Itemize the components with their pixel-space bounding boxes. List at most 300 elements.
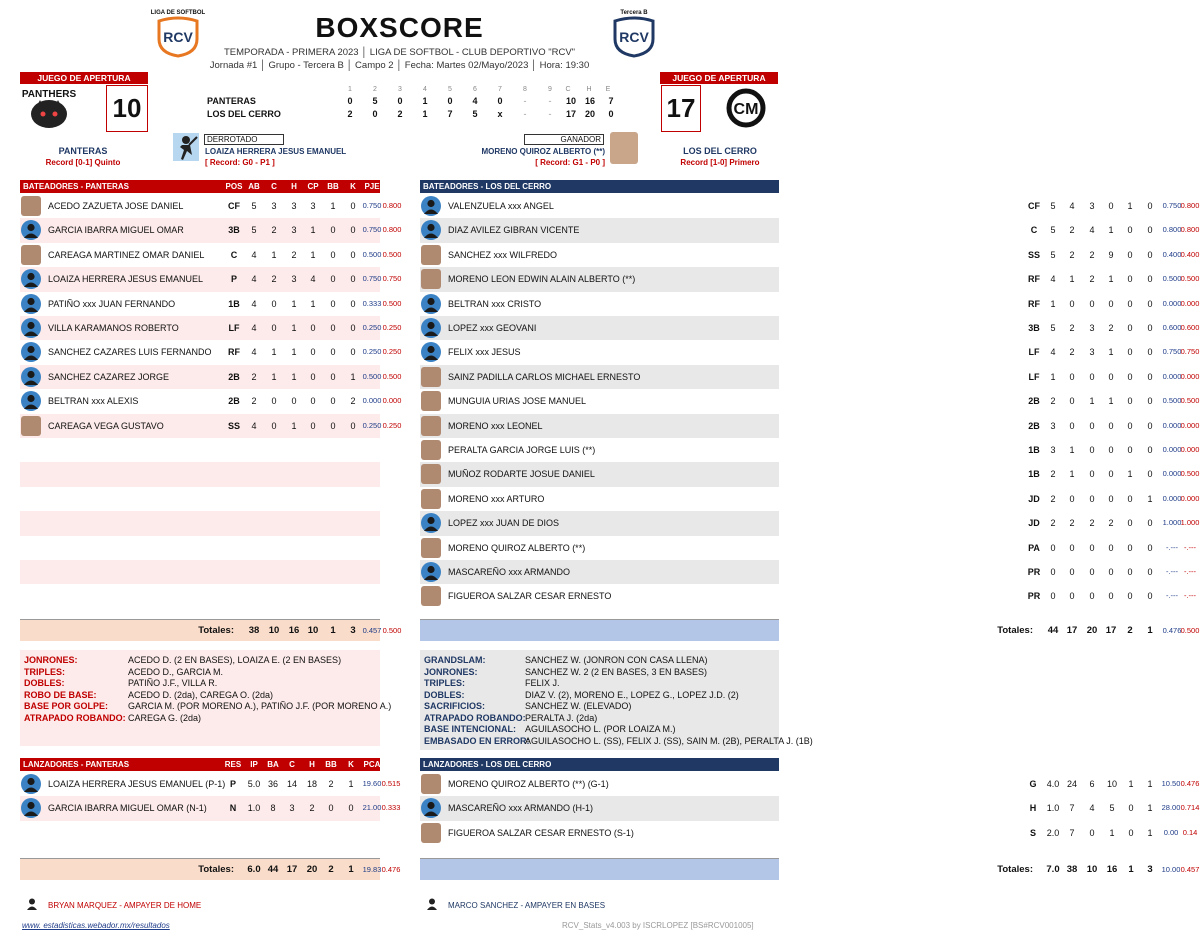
totals-cell: 38 (248, 625, 260, 636)
table-row (20, 365, 402, 389)
stat-cell: 1B (228, 298, 240, 309)
results-link[interactable]: www. estadisticas.webador.mx/resultados (22, 921, 170, 930)
linescore-row (200, 96, 614, 108)
player-photo (421, 464, 441, 484)
table-row (420, 796, 1200, 820)
player-name: LOAIZA HERRERA JESUS EMANUEL (48, 274, 204, 285)
stat-cell: 3 (291, 225, 297, 236)
stat-cell: 1 (291, 420, 297, 431)
table-row (420, 267, 1200, 291)
table-row (420, 536, 1197, 560)
home-logo-text: CM (733, 101, 759, 118)
table-row (420, 218, 1200, 242)
table-row (20, 340, 402, 364)
pit_away-col-header: PCA (363, 760, 381, 769)
player-name: LOAIZA HERRERA JESUS EMANUEL (P-1) (48, 779, 226, 789)
season-line: TEMPORADA - PRIMERA 2023 │ LIGA DE SOFTBOL - CLUB DEPORTIVO "RCV" (223, 47, 576, 58)
player-avatar-icon (21, 391, 41, 411)
stat-cell: 4 (1050, 274, 1056, 285)
table-row (20, 218, 402, 242)
rcv-logo-text: RCV (163, 29, 193, 45)
stat-cell: 2 (309, 803, 315, 814)
stat-cell: 7 (1069, 827, 1075, 838)
stat-cell: 1 (1127, 469, 1133, 480)
stat-cell: 2.0 (1046, 827, 1060, 838)
stat-cell: 1 (291, 323, 297, 333)
note-value: PATIÑO J.F., VILLA R. (128, 678, 218, 688)
inning-runs: x (497, 109, 503, 119)
table-row (20, 560, 380, 584)
stat-cell: 0 (330, 396, 336, 407)
inning-runs: 7 (447, 109, 453, 119)
home-team-logo (718, 86, 774, 130)
stat-cell: 0 (1127, 518, 1133, 529)
stat-cell: 0 (1127, 396, 1133, 407)
stat-cell: 0 (1089, 420, 1095, 431)
stat-cell: 0.14 (1182, 827, 1198, 837)
player-photo (421, 823, 441, 843)
stat-cell: 0 (1147, 396, 1153, 407)
stat-cell: 0 (310, 396, 316, 407)
stat-cell: 3B (1028, 323, 1040, 333)
note-value: GARCIA M. (POR MORENO A.), PATIÑO J.F. (POR MORENO A.) (128, 701, 392, 711)
totals-cell: 0.457 (362, 626, 382, 635)
stat-cell: 0.250 (382, 347, 402, 357)
player-name: MUNGUIA URIAS JOSE MANUEL (448, 396, 587, 407)
stat-cell: 0.500 (1162, 274, 1182, 284)
bat_away-col-header: POS (225, 182, 243, 191)
table-row (20, 821, 380, 845)
stat-cell: 14 (286, 779, 297, 789)
stat-cell: 0 (1147, 591, 1153, 602)
stat-cell: 1B (1028, 469, 1040, 480)
table-row (420, 292, 1200, 316)
stat-cell: PR (1027, 567, 1041, 577)
stat-cell: 1 (1069, 469, 1075, 480)
stat-cell: P (229, 779, 236, 789)
table-row (20, 292, 402, 316)
totals-cell: 17 (286, 864, 298, 875)
stat-cell: PA (1028, 542, 1040, 553)
totals-cell: 0.500 (1180, 626, 1200, 635)
stat-cell: 0 (1127, 323, 1133, 333)
stat-cell: 0.750 (1162, 347, 1182, 357)
totals-cell: 10 (268, 625, 280, 636)
player-name: MUÑOZ RODARTE JOSUE DANIEL (448, 469, 595, 480)
stat-cell: LF (228, 323, 240, 333)
note-key: TRIPLES: (424, 678, 466, 688)
stat-cell: 0.000 (1162, 420, 1182, 430)
stat-cell: 1 (1050, 298, 1056, 309)
totals-cell: 2 (328, 864, 334, 875)
stat-cell: 4 (1069, 201, 1075, 211)
player-name: GARCIA IBARRA MIGUEL OMAR (N-1) (48, 803, 207, 814)
bat_away-col-header: OBP (383, 182, 401, 191)
stat-cell: 2B (1028, 396, 1040, 407)
player-avatar-icon (21, 798, 41, 818)
stat-cell: 0.000 (382, 396, 402, 406)
totals-cell: 0.476 (1162, 626, 1182, 635)
totals-cell: 0.500 (382, 626, 402, 635)
table-row (20, 267, 402, 291)
rhe-header: C (565, 86, 571, 93)
stat-cell: 0.000 (1162, 298, 1182, 308)
stat-cell: 1.000 (1180, 518, 1200, 528)
player-name: MASCAREÑO xxx ARMANDO (448, 567, 571, 577)
stat-cell: 1 (1127, 201, 1133, 211)
inning-runs: 0 (497, 96, 503, 106)
rhe-value: 0 (608, 109, 614, 119)
totals-cell: 6.0 (247, 864, 261, 875)
stat-cell: 2 (350, 396, 356, 407)
away-team-record: Record [0-1] Quinto (45, 158, 121, 167)
stat-cell: 0 (1108, 201, 1114, 211)
stat-cell: 0 (350, 249, 356, 260)
stat-cell: 0.476 (1180, 779, 1200, 788)
stat-cell: 1 (310, 225, 316, 236)
stat-cell: 0.800 (1180, 225, 1200, 235)
stat-cell: 1 (1108, 274, 1114, 285)
stat-cell: 21.00 (362, 803, 382, 813)
stat-cell: RF (1028, 274, 1040, 285)
stat-cell: 1 (291, 371, 297, 382)
linescore-row (200, 109, 614, 121)
note-value: CAREGA G. (2da) (128, 712, 202, 723)
stat-cell: 0.600 (1180, 323, 1200, 332)
stat-cell: 0 (310, 323, 316, 333)
bat_home-col-header: CP (1105, 182, 1117, 191)
stat-cell: 0 (350, 225, 356, 236)
loser-name: LOAIZA HERRERA JESUS EMANUEL (205, 147, 347, 156)
stat-cell: 1 (1108, 396, 1114, 407)
stat-cell: 0 (1128, 803, 1134, 814)
player-name: MORENO LEON EDWIN ALAIN ALBERTO (**) (448, 274, 636, 285)
stat-cell: 5 (1050, 225, 1056, 236)
inning-runs: - (523, 96, 527, 106)
stat-cell: 1 (1147, 493, 1153, 504)
player-avatar-icon (421, 196, 441, 216)
pit_away-header (20, 758, 400, 771)
note-value: SANCHEZ W. 2 (2 EN BASES, 3 EN BASES) (525, 666, 708, 677)
rhe-header: E (605, 86, 611, 93)
stat-cell: 0.000 (1180, 298, 1200, 308)
stat-cell: 0 (330, 420, 336, 431)
stat-cell: 2 (1108, 518, 1114, 529)
player-name: VALENZUELA xxx ANGEL (448, 201, 554, 211)
stat-cell: 0 (330, 274, 336, 285)
stat-cell: 0 (1089, 445, 1095, 455)
player-avatar-icon (421, 318, 441, 338)
stat-cell: 1 (271, 249, 277, 260)
totals-cell: 20 (1086, 625, 1098, 636)
inning-header: 4 (423, 86, 427, 93)
stat-cell: 0 (1147, 567, 1153, 577)
pit_home-col-header: POP (1181, 760, 1199, 769)
player-name: VILLA KARAMANOS ROBERTO (48, 323, 179, 333)
stat-cell: 5.0 (247, 779, 261, 789)
home-team-name: LOS DEL CERRO (683, 146, 757, 156)
totals-cell: 16 (288, 625, 300, 636)
bat_home-title: BATEADORES - LOS DEL CERRO (423, 182, 552, 191)
totals-cell: 10 (1086, 864, 1098, 875)
winner-photo (610, 132, 638, 164)
stat-cell: JD (1028, 493, 1040, 504)
loser-label: DERROTADO (204, 134, 284, 145)
stat-cell: 0 (1089, 567, 1095, 577)
stat-cell: 0.750 (382, 274, 402, 284)
player-avatar-icon (421, 342, 441, 362)
stat-cell: 4 (310, 274, 316, 285)
stat-cell: 1 (1050, 371, 1056, 382)
stat-cell: 2 (1050, 518, 1056, 529)
stat-cell: -.--- (1183, 567, 1197, 576)
pit_away-col-header: BB (325, 760, 337, 769)
stat-cell: 0 (1127, 420, 1133, 431)
stat-cell: 0 (330, 347, 336, 358)
stat-cell: 8 (270, 803, 276, 814)
stat-cell: 0 (1127, 493, 1133, 504)
stat-cell: 4 (251, 249, 257, 260)
table-row (20, 796, 401, 820)
stat-cell: 2 (1089, 274, 1095, 285)
stat-cell: 0.500 (1162, 396, 1182, 406)
stat-cell: 0.000 (1162, 493, 1182, 503)
bat_home-col-header: C (1069, 182, 1075, 191)
stat-cell: 1 (1147, 827, 1153, 838)
player-name: LOPEZ xxx JUAN DE DIOS (448, 518, 560, 529)
stat-cell: 1 (1108, 225, 1114, 236)
stat-cell: 0 (1108, 493, 1114, 504)
table-row (20, 438, 380, 462)
bat_home-col-header: BB (1124, 182, 1136, 191)
bat_home-totals (420, 619, 1200, 641)
inning-header: 8 (523, 86, 527, 93)
stat-cell: SS (227, 420, 240, 431)
stat-cell: 0 (1127, 225, 1133, 236)
bat_away-totals (20, 619, 402, 641)
note-value: AGUILASOCHO L. (SS), FELIX J. (SS), SAIN M. (2B), PERALTA J. (1B) (525, 735, 813, 746)
player-avatar-icon (421, 562, 441, 582)
note-key: ATRAPADO ROBANDO: (24, 712, 126, 723)
stat-cell: 0 (1069, 493, 1075, 504)
note-value: ACEDO D., GARCIA M. (128, 666, 224, 677)
table-row (420, 511, 1200, 535)
pit_away-col-header: K (348, 760, 354, 769)
table-row (420, 560, 1197, 584)
player-name: MORENO QUIROZ ALBERTO (**) (448, 542, 586, 553)
loser-record: [ Record: G0 - P1 ] (205, 158, 275, 167)
stat-cell: 2 (1050, 493, 1056, 504)
stat-cell: 0.000 (362, 396, 382, 406)
stat-cell: 0 (1108, 567, 1114, 577)
pit_home-col-header: BB (1125, 760, 1137, 769)
stat-cell: 2 (271, 274, 277, 285)
inning-runs: 1 (422, 96, 428, 106)
stat-cell: 0 (1127, 567, 1133, 577)
stat-cell: 1 (1108, 347, 1114, 358)
stat-cell: 0.750 (362, 225, 382, 235)
division-logo-caption: Tercera B (620, 10, 648, 16)
bat_away-col-header: CP (307, 182, 319, 191)
pit_home-col-header: PCA (1162, 760, 1180, 769)
stat-cell: 4 (1089, 803, 1095, 814)
stat-cell: 1 (350, 371, 356, 382)
umpire-bases: MARCO SANCHEZ - AMPAYER EN BASES (448, 901, 606, 910)
inning-runs: 0 (397, 96, 403, 106)
totals-cell: 7.0 (1046, 864, 1060, 875)
stat-cell: 0.500 (362, 371, 382, 381)
stat-cell: 0.000 (1162, 445, 1182, 454)
table-row (420, 487, 1200, 511)
player-avatar-icon (421, 294, 441, 314)
totals-cell: 0.476 (381, 865, 401, 874)
stat-cell: 0 (310, 371, 316, 382)
inning-runs: 2 (347, 109, 353, 119)
stat-cell: 1 (348, 779, 354, 789)
table-row (420, 243, 1200, 267)
note-key: JONRONES: (24, 655, 78, 665)
note-key: ATRAPADO ROBANDO: (424, 712, 526, 723)
stat-cell: 0 (310, 420, 316, 431)
note-value: AGUILASOCHO L. (POR LOAIZA M.) (525, 724, 676, 734)
stat-cell: 2 (1050, 469, 1056, 480)
pit_home-title: LANZADORES - LOS DEL CERRO (423, 760, 552, 769)
stat-cell: 0 (330, 298, 336, 309)
stat-cell: 5 (1050, 323, 1056, 333)
table-row (20, 243, 402, 267)
stat-cell: 2B (228, 396, 240, 407)
pit_away-col-header: IP (250, 760, 258, 769)
rcv-logo-text: RCV (619, 29, 649, 45)
totals-cell: 10 (307, 625, 319, 636)
umpire-home: BRYAN MARQUEZ - AMPAYER DE HOME (48, 901, 202, 910)
inning-header: 1 (348, 86, 352, 93)
stat-cell: 1 (1109, 827, 1115, 838)
stat-cell: 4 (1050, 347, 1056, 358)
stat-cell: 0 (1127, 249, 1133, 260)
stat-cell: 0 (271, 298, 277, 309)
stat-cell: 0 (1069, 371, 1075, 382)
stat-cell: 0.750 (362, 201, 382, 210)
player-name: LOPEZ xxx GEOVANI (448, 323, 537, 333)
stat-cell: 0.500 (1180, 396, 1200, 406)
table-row (420, 462, 1200, 486)
totals-label: Totales: (997, 864, 1033, 875)
pit_away-col-header: H (309, 760, 315, 769)
stat-cell: 0 (1127, 542, 1133, 553)
table-row (20, 194, 402, 218)
stat-cell: 0 (1147, 347, 1153, 358)
stat-cell: 4 (1089, 225, 1095, 236)
player-avatar-icon (21, 774, 41, 794)
stat-cell: 0.800 (382, 201, 402, 210)
home-score: 17 (661, 85, 701, 132)
stat-cell: 0 (1147, 469, 1153, 480)
stat-cell: 0 (1128, 827, 1134, 838)
stat-cell: 4 (251, 347, 257, 358)
stat-cell: RF (228, 347, 240, 358)
bat_home-col-header: POS (1025, 182, 1043, 191)
stat-cell: 2 (271, 225, 277, 236)
note-key: DOBLES: (424, 689, 465, 700)
bat_home-col-header: OBP (1181, 182, 1199, 191)
stat-cell: -.--- (1165, 591, 1179, 601)
stat-cell: 0 (1069, 396, 1075, 407)
stat-cell: 0 (1050, 567, 1056, 577)
rhe-value: 7 (608, 96, 614, 106)
totals-cell: 19.83 (362, 865, 382, 874)
pit_home-col-header: K (1147, 760, 1153, 769)
stat-cell: JD (1028, 518, 1040, 529)
stat-cell: 0 (1147, 249, 1153, 260)
game-info-line: Jornada #1 │ Grupo - Tercera B │ Campo 2 │ Fecha: Martes 02/Mayo/2023 │ Hora: 19:30 (209, 60, 590, 71)
stat-cell: 0 (1089, 542, 1095, 553)
player-photo (421, 440, 441, 460)
stat-cell: 0 (1127, 347, 1133, 358)
player-name: BELTRAN xxx CRISTO (448, 298, 542, 309)
player-avatar-icon (21, 318, 41, 338)
stat-cell: 1B (1028, 445, 1040, 455)
stat-cell: 1 (271, 347, 277, 358)
player-photo (21, 245, 41, 265)
note-value: PERALTA J. (2da) (525, 712, 598, 723)
stat-cell: 2 (1050, 396, 1056, 407)
player-photo (421, 367, 441, 387)
totals-cell: 1 (1147, 625, 1153, 636)
inning-runs: - (548, 109, 552, 119)
bat_home-col-header: H (1089, 182, 1095, 191)
stat-cell: 3 (291, 201, 297, 211)
stat-cell: 2B (228, 371, 240, 382)
stat-cell: 0 (1108, 445, 1114, 455)
stat-cell: 9 (1108, 249, 1114, 260)
stat-cell: 0 (328, 803, 334, 814)
stat-cell: 4 (251, 420, 257, 431)
note-key: EMBASADO EN ERROR: (424, 735, 530, 746)
inning-runs: 4 (472, 96, 478, 106)
stat-cell: 0.000 (1180, 371, 1200, 381)
rhe-value: 10 (565, 96, 576, 106)
player-name: MASCAREÑO xxx ARMANDO (H-1) (448, 803, 594, 814)
stat-cell: 3 (1050, 420, 1056, 431)
rhe-value: 16 (584, 96, 595, 106)
stat-cell: 0 (350, 347, 356, 358)
stat-cell: 2 (251, 396, 257, 407)
winner-name: MORENO QUIROZ ALBERTO (**) (481, 147, 605, 156)
stat-cell: 0.800 (1180, 201, 1200, 210)
stat-cell: 0 (1069, 591, 1075, 602)
stat-cell: 4 (251, 298, 257, 309)
stat-cell: 0 (350, 420, 356, 431)
away-team-logo (22, 86, 76, 130)
player-avatar-icon (21, 269, 41, 289)
stat-cell: 0.500 (362, 249, 382, 259)
stat-cell: -.--- (1183, 591, 1197, 601)
stat-cell: 2 (1108, 323, 1114, 333)
inning-runs: 1 (422, 109, 428, 119)
totals-cell: 10.00 (1161, 865, 1181, 874)
stat-cell: 1 (271, 371, 277, 382)
stat-cell: 0 (1147, 274, 1153, 285)
stat-cell: 0 (1050, 591, 1056, 602)
stat-cell: PR (1027, 591, 1041, 602)
inning-header: 6 (473, 86, 477, 93)
stat-cell: -.--- (1165, 567, 1179, 576)
stat-cell: 24 (1066, 779, 1077, 789)
bat_home-col-header: K (1147, 182, 1153, 191)
loser-photo (173, 133, 199, 161)
player-name: PATIÑO xxx JUAN FERNANDO (48, 298, 176, 309)
